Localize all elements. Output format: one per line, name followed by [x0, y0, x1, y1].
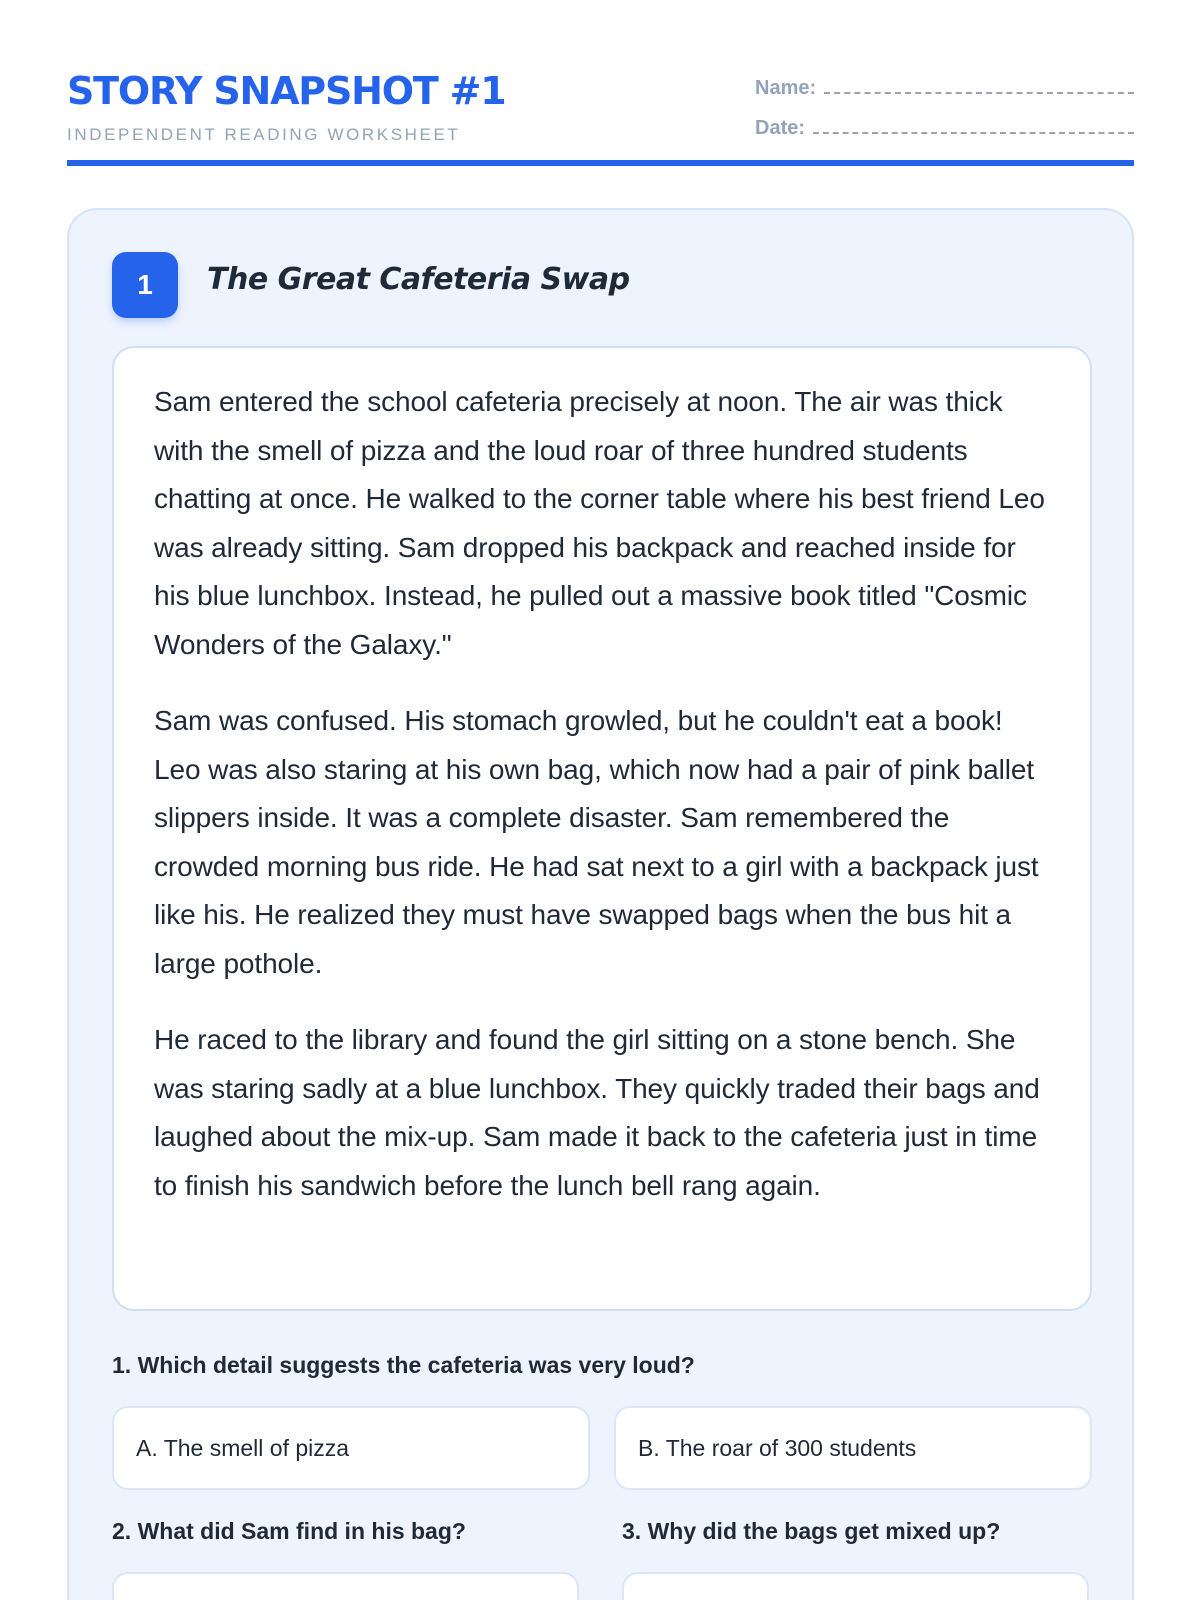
answer-option-a[interactable]: A. The smell of pizza	[112, 1406, 590, 1490]
name-line[interactable]	[824, 92, 1134, 94]
question-1: 1. Which detail suggests the cafeteria was very loud?	[112, 1352, 695, 1378]
worksheet-title: STORY SNAPSHOT #1	[67, 69, 506, 113]
answer-box-3[interactable]	[622, 1572, 1089, 1600]
story-card	[67, 208, 1134, 1600]
date-line[interactable]	[813, 132, 1134, 134]
story-text-box	[112, 346, 1092, 1311]
name-label: Name:	[755, 77, 817, 99]
student-info	[755, 72, 1134, 140]
story-paragraph: He raced to the library and found the girl sitting on a stone bench. She was staring sadly at a blue lunchbox. They quickly traded their bags and laughed about the mix-up. Sam made it back to the cafeteria just in time to finish his sandwich before the lunch bell rang again.	[154, 1024, 1040, 1201]
question-2: 2. What did Sam find in his bag?	[112, 1518, 466, 1544]
story-paragraph: Sam was confused. His stomach growled, but he couldn't eat a book! Leo was also staring at his own bag, which now had a pair of pink ballet slippers inside. It was a complete disaster. Sam remembered the crowded morning bus ride. He had sat next to a girl with a backpack just like his. He realized they must have swapped bags when the bus hit a large pothole.	[154, 705, 1039, 979]
name-field[interactable]	[755, 72, 1134, 100]
date-field[interactable]	[755, 100, 1134, 140]
answer-option-b[interactable]: B. The roar of 300 students	[614, 1406, 1092, 1490]
answer-box-2[interactable]	[112, 1572, 579, 1600]
story-paragraph: Sam entered the school cafeteria precisely at noon. The air was thick with the smell of pizza and the loud roar of three hundred students chatting at once. He walked to the corner table where his best friend Leo was already sitting. Sam dropped his backpack and reached inside for his blue lunchbox. Instead, he pulled out a massive book titled "Cosmic Wonders of the Galaxy."	[154, 386, 1045, 660]
question-3: 3. Why did the bags get mixed up?	[622, 1518, 1001, 1544]
story-title: The Great Cafeteria Swap	[207, 262, 630, 297]
worksheet-subtitle: INDEPENDENT READING WORKSHEET	[67, 125, 461, 144]
date-label: Date:	[755, 117, 806, 139]
story-number-badge: 1	[112, 252, 178, 318]
worksheet-header	[67, 60, 1134, 166]
